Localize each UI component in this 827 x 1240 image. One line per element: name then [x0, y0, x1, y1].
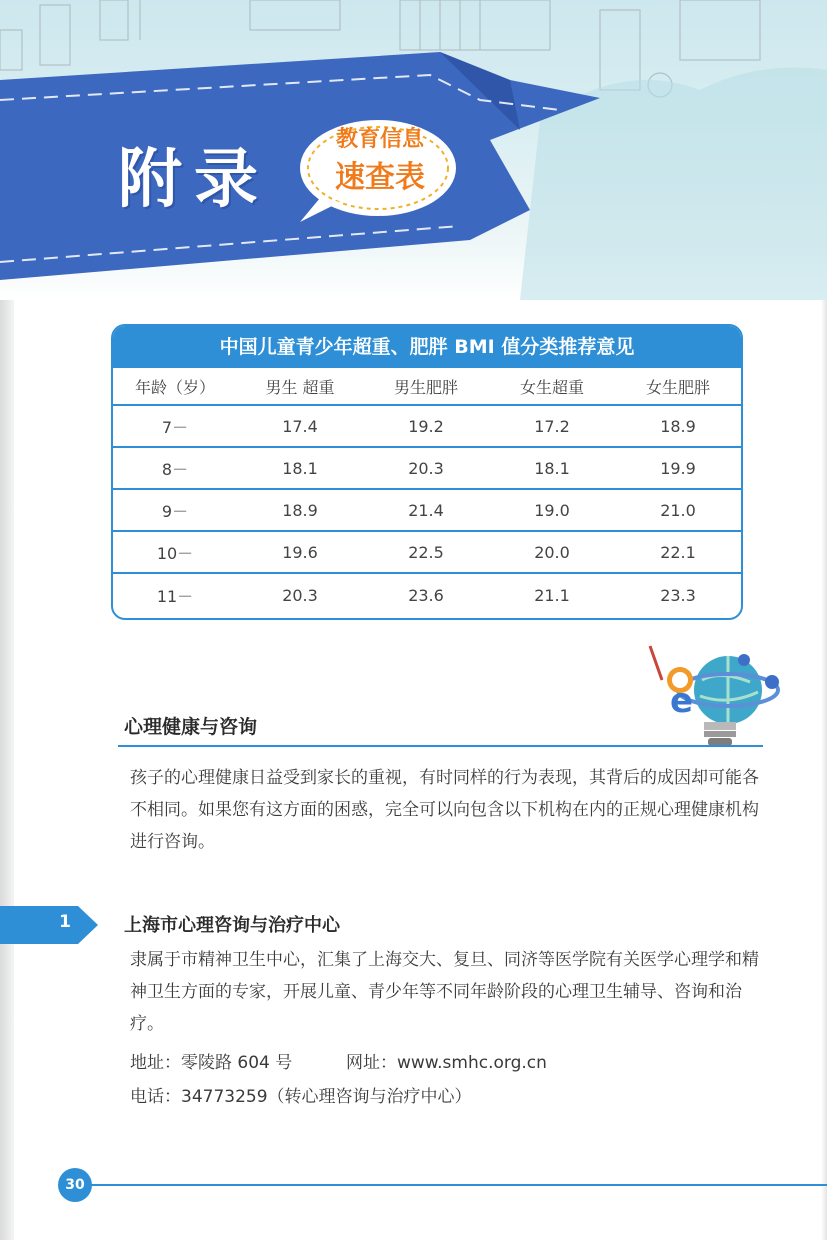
- section-divider: [118, 745, 763, 747]
- table-row: [113, 574, 741, 616]
- table-cell: 23.6: [408, 585, 444, 605]
- page-number: 30: [58, 1168, 92, 1202]
- table-row: [113, 490, 741, 532]
- table-row: [113, 406, 741, 448]
- table-cell: 11－: [156, 586, 194, 606]
- table-cell: 18.9: [282, 500, 318, 520]
- section-title: 心理健康与咨询: [124, 716, 258, 738]
- table-cell: 22.1: [660, 542, 696, 562]
- table-cell: 8－: [161, 459, 189, 479]
- table-cell: 18.1: [534, 458, 570, 478]
- table-cell: 18.1: [282, 458, 318, 478]
- table-cell: 21.4: [408, 500, 444, 520]
- table-cell: 10－: [156, 543, 194, 563]
- table-cell: 18.9: [660, 416, 696, 436]
- table-cell: 22.5: [408, 542, 444, 562]
- column-header: 女生超重: [519, 377, 584, 397]
- item-number: 1: [59, 912, 71, 932]
- table-cell: 23.3: [660, 585, 696, 605]
- lightbulb-globe-icon: [640, 640, 780, 750]
- organization-website[interactable]: 网址：www.smhc.org.cn: [346, 1053, 547, 1073]
- table-cell: 19.6: [282, 542, 318, 562]
- column-header: 男生肥胖: [393, 377, 458, 397]
- table-cell: 20.3: [282, 585, 318, 605]
- organization-name: 上海市心理咨询与治疗中心: [124, 915, 340, 936]
- organization-description: 隶属于市精神卫生中心，汇集了上海交大、复旦、同济等医学院有关医学心理学和精神卫生方面的专家，开展儿童、青少年等不同年龄阶段的心理卫生辅导、咨询和治疗。: [130, 950, 759, 1034]
- table-cell: 19.9: [660, 458, 696, 478]
- table-cell: 21.1: [534, 585, 570, 605]
- section-body: 孩子的心理健康日益受到家长的重视，有时同样的行为表现，其背后的成因却可能各不相同。如果您有这方面的困惑，完全可以向包含以下机构在内的正规心理健康机构进行咨询。: [130, 768, 759, 852]
- table-cell: 17.2: [534, 416, 570, 436]
- table-cell: 19.0: [534, 500, 570, 520]
- footer-divider: [60, 1184, 827, 1186]
- table-cell: 9－: [161, 501, 189, 521]
- table-cell: 20.3: [408, 458, 444, 478]
- table-cell: 7－: [161, 417, 189, 437]
- svg-text:e: e: [670, 681, 694, 721]
- table-cell: 21.0: [660, 500, 696, 520]
- column-header: 年龄（岁）: [134, 377, 215, 397]
- table-caption: 中国儿童青少年超重、肥胖 BMI 值分类推荐意见: [113, 326, 741, 368]
- organization-address: 地址：零陵路 604 号: [130, 1053, 293, 1073]
- column-header: 女生肥胖: [645, 377, 710, 397]
- table-cell: 20.0: [534, 542, 570, 562]
- column-header: 男生 超重: [265, 377, 335, 397]
- table-cell: 17.4: [282, 416, 318, 436]
- organization-phone: 电话：34773259（转心理咨询与治疗中心）: [130, 1087, 472, 1107]
- table-row: [113, 532, 741, 574]
- bubble-subtitle-line1: 教育信息: [335, 127, 424, 152]
- table-row: [113, 448, 741, 490]
- bmi-table: [111, 324, 743, 620]
- bubble-subtitle-line2: 速查表: [335, 160, 425, 195]
- table-cell: 19.2: [408, 416, 444, 436]
- table-header-row: [113, 368, 741, 406]
- page-title: 附录: [118, 143, 270, 217]
